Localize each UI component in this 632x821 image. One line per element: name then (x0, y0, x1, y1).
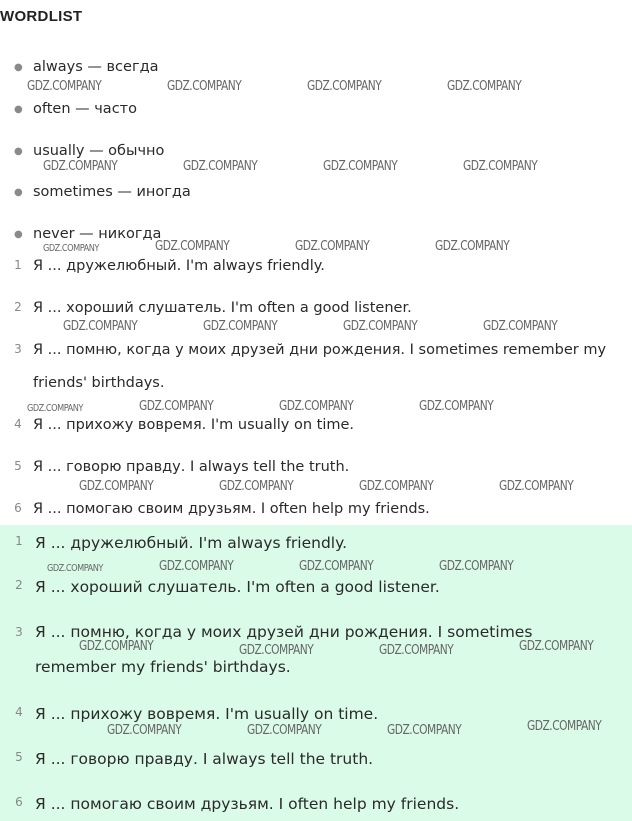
item-text: Я ... хороший слушатель. I'm often a good listener. (33, 300, 412, 316)
wordlist-item-text: often — часто (33, 101, 137, 117)
watermark-text: GDZ.COMPANY (379, 643, 454, 658)
wordlist-heading: WORDLIST (0, 8, 83, 25)
item-text: Я ... хороший слушатель. I'm often a good listener. (35, 578, 440, 596)
item-text: Я ... дружелюбный. I'm always friendly. (33, 258, 325, 274)
wordlist-item (14, 226, 161, 242)
watermark-text: GDZ.COMPANY (107, 723, 182, 738)
item-text: Я ... говорю правду. I always tell the truth. (35, 750, 374, 768)
watermark-text: GDZ.COMPANY (247, 723, 322, 738)
bullet-icon: ● (14, 61, 23, 73)
watermark-text: GDZ.COMPANY (343, 319, 418, 334)
watermark-text: GDZ.COMPANY (27, 79, 102, 94)
watermark-text: GDZ.COMPANY (419, 399, 494, 414)
watermark-text: GDZ.COMPANY (527, 719, 602, 734)
watermark-text: GDZ.COMPANY (447, 79, 522, 94)
wordlist-item (14, 101, 137, 117)
item-number: 1 (15, 534, 23, 548)
watermark-text: GDZ.COMPANY (279, 399, 354, 414)
watermark-text: GDZ.COMPANY (155, 239, 230, 254)
item-text: Я ... помню, когда у моих друзей дни рождения. I sometimes remember my friends' birthdays. (35, 623, 533, 676)
watermark-text: GDZ.COMPANY (183, 159, 258, 174)
watermark-text: GDZ.COMPANY (43, 159, 118, 174)
watermark-text: GDZ.COMPANY (463, 159, 538, 174)
item-number: 4 (14, 417, 22, 431)
wordlist-item (14, 59, 158, 75)
item-number: 6 (15, 795, 23, 809)
item-number: 3 (15, 625, 23, 639)
bullet-icon: ● (14, 228, 23, 240)
watermark-text: GDZ.COMPANY (239, 643, 314, 658)
watermark-text: GDZ.COMPANY (139, 399, 214, 414)
watermark-text: GDZ.COMPANY (203, 319, 278, 334)
item-number: 6 (14, 501, 22, 515)
watermark-text: GDZ.COMPANY (499, 479, 574, 494)
watermark-text: GDZ.COMPANY (47, 563, 103, 574)
wordlist-item-text: never — никогда (33, 226, 162, 242)
watermark-text: GDZ.COMPANY (167, 79, 242, 94)
item-number: 3 (14, 342, 22, 356)
watermark-text: GDZ.COMPANY (483, 319, 558, 334)
item-text: Я ... помогаю своим друзьям. I often help my friends. (33, 501, 430, 517)
watermark-text: GDZ.COMPANY (387, 723, 462, 738)
item-text: Я ... помогаю своим друзьям. I often help my friends. (35, 795, 460, 813)
watermark-text: GDZ.COMPANY (219, 479, 294, 494)
wordlist-item (14, 184, 191, 200)
watermark-text: GDZ.COMPANY (323, 159, 398, 174)
watermark-text: GDZ.COMPANY (159, 559, 234, 574)
watermark-text: GDZ.COMPANY (43, 243, 99, 254)
watermark-text: GDZ.COMPANY (307, 79, 382, 94)
wordlist-item-text: usually — обычно (33, 143, 165, 159)
bullet-icon: ● (14, 186, 23, 198)
watermark-text: GDZ.COMPANY (435, 239, 510, 254)
watermark-text: GDZ.COMPANY (299, 559, 374, 574)
item-text: Я ... говорю правду. I always tell the truth. (33, 459, 350, 475)
watermark-text: GDZ.COMPANY (295, 239, 370, 254)
watermark-text: GDZ.COMPANY (79, 639, 154, 654)
item-number: 2 (15, 578, 23, 592)
watermark-text: GDZ.COMPANY (519, 639, 594, 654)
bullet-icon: ● (14, 103, 23, 115)
watermark-text: GDZ.COMPANY (27, 403, 83, 414)
item-number: 1 (14, 258, 22, 272)
wordlist-item-text: always — всегда (33, 59, 159, 75)
item-text: Я ... прихожу вовремя. I'm usually on time. (35, 705, 379, 723)
watermark-text: GDZ.COMPANY (439, 559, 514, 574)
watermark-text: GDZ.COMPANY (63, 319, 138, 334)
wordlist-item (14, 143, 164, 159)
bullet-icon: ● (14, 145, 23, 157)
watermark-text: GDZ.COMPANY (79, 479, 154, 494)
item-number: 2 (14, 300, 22, 314)
watermark-text: GDZ.COMPANY (359, 479, 434, 494)
item-number: 5 (15, 750, 23, 764)
item-number: 4 (15, 705, 23, 719)
wordlist-item-text: sometimes — иногда (33, 184, 191, 200)
item-text: Я ... прихожу вовремя. I'm usually on time. (33, 417, 355, 433)
item-text: Я ... помню, когда у моих друзей дни рождения. I sometimes remember my friends' birthdays. (33, 342, 607, 391)
item-text: Я ... дружелюбный. I'm always friendly. (35, 534, 347, 552)
item-number: 5 (14, 459, 22, 473)
